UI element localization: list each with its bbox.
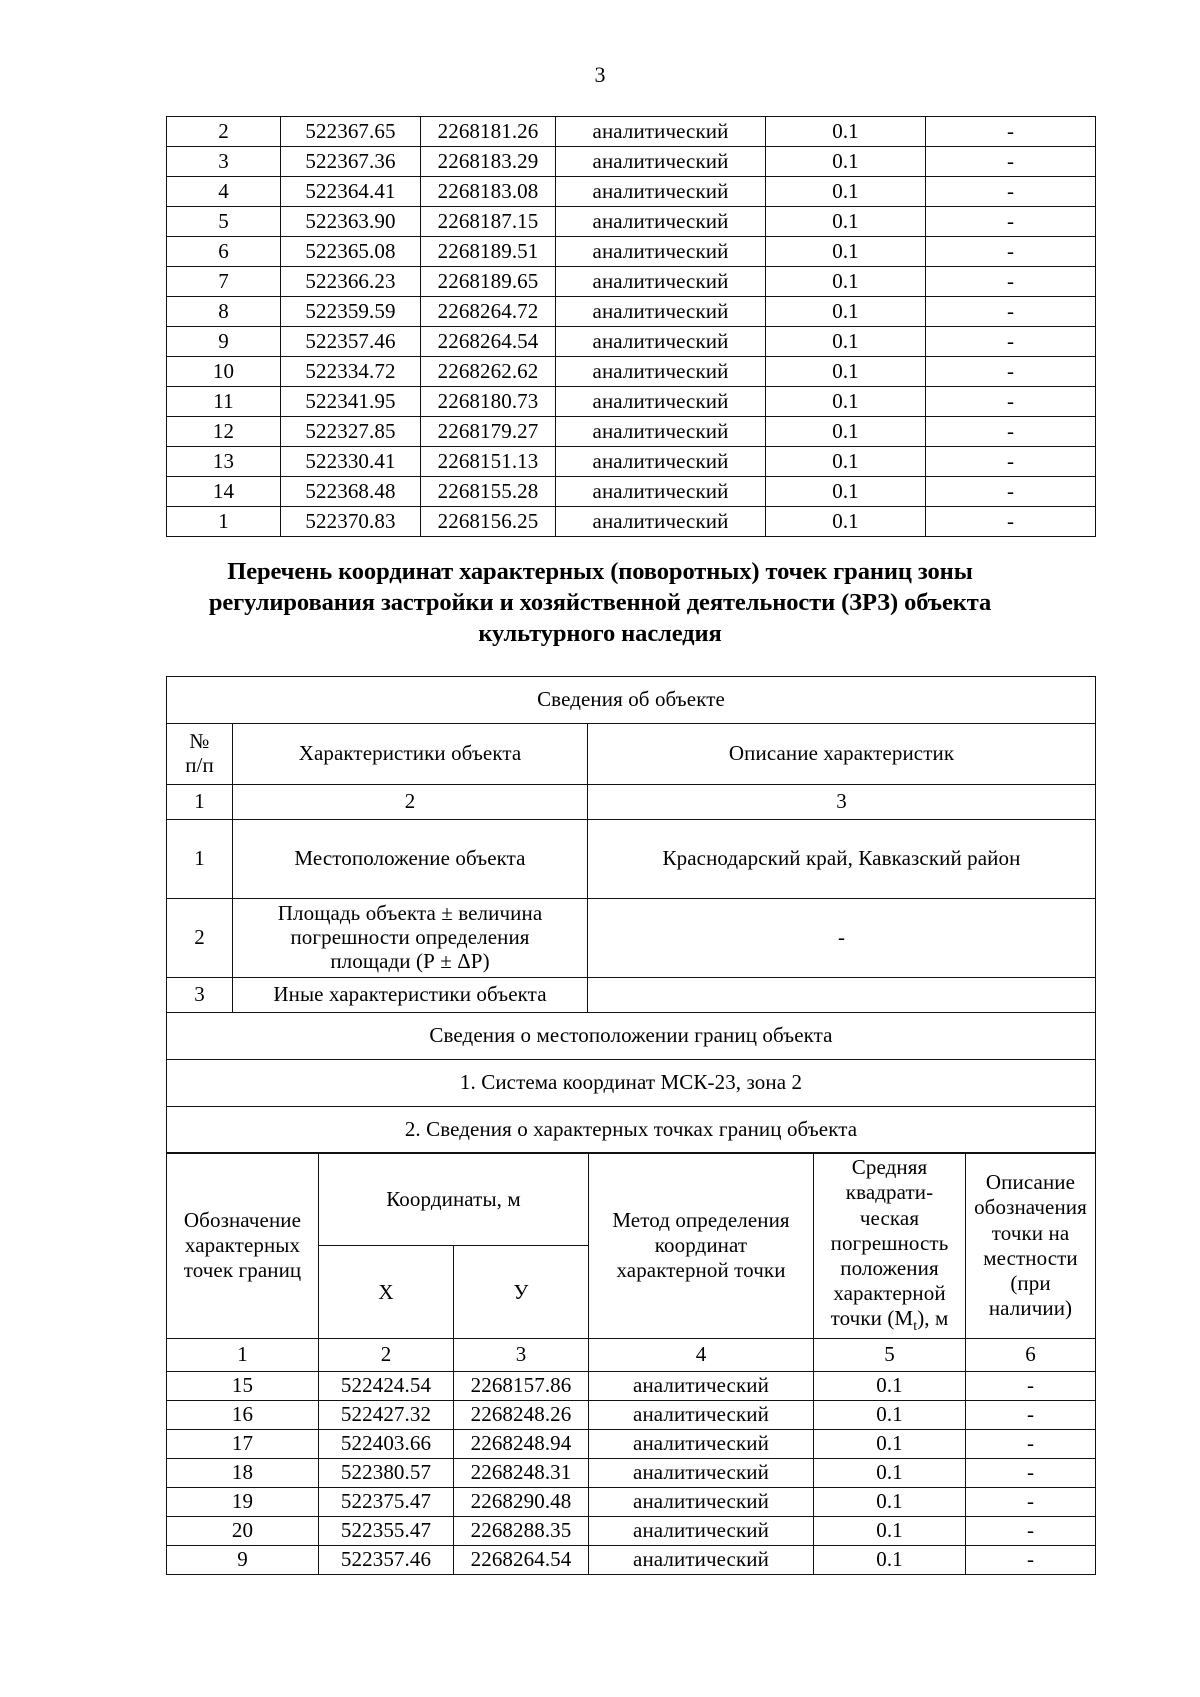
cell-point: 16 <box>167 1401 319 1430</box>
row-value: Краснодарский край, Кавказский район <box>588 820 1096 899</box>
cell-x: 522363.90 <box>281 207 421 237</box>
cell-y: 2268157.86 <box>454 1372 589 1401</box>
cell-y: 2268264.54 <box>454 1545 589 1574</box>
col-index-2: 2 <box>233 785 588 820</box>
cell-point: 11 <box>167 387 281 417</box>
cell-error: 0.1 <box>766 477 926 507</box>
cell-method: аналитический <box>556 447 766 477</box>
cell-point: 14 <box>167 477 281 507</box>
cell-error: 0.1 <box>814 1488 966 1517</box>
cell-description: - <box>966 1459 1096 1488</box>
cell-error: 0.1 <box>766 447 926 477</box>
cell-description: - <box>926 207 1096 237</box>
cell-y: 2268187.15 <box>421 207 556 237</box>
error-line4: погрешность <box>830 1230 949 1255</box>
col-index-4: 4 <box>589 1339 814 1372</box>
cell-error: 0.1 <box>814 1372 966 1401</box>
cell-x: 522366.23 <box>281 267 421 297</box>
cell-method: аналитический <box>556 417 766 447</box>
cell-error: 0.1 <box>766 117 926 147</box>
cell-x: 522355.47 <box>319 1517 454 1546</box>
table-row <box>167 117 1096 147</box>
table-row <box>167 477 1096 507</box>
cell-description: - <box>926 237 1096 267</box>
cell-x: 522403.66 <box>319 1430 454 1459</box>
cell-x: 522334.72 <box>281 357 421 387</box>
cell-error: 0.1 <box>766 357 926 387</box>
section-title-coord-system: 1. Система координат МСК-23, зона 2 <box>167 1059 1096 1106</box>
section-title-borders-info: Сведения о местоположении границ объекта <box>167 1012 1096 1059</box>
table-coordinates-part1 <box>166 116 1096 537</box>
cell-y: 2268189.65 <box>421 267 556 297</box>
col-index-2: 2 <box>319 1339 454 1372</box>
header-number <box>167 724 233 785</box>
cell-description: - <box>926 177 1096 207</box>
cell-y: 2268248.26 <box>454 1401 589 1430</box>
table-row <box>167 724 1096 785</box>
cell-description: - <box>926 327 1096 357</box>
error-line7 <box>830 1306 949 1335</box>
cell-y: 2268183.29 <box>421 147 556 177</box>
cell-error: 0.1 <box>766 147 926 177</box>
table-row <box>167 1517 1096 1546</box>
table-row <box>167 417 1096 447</box>
cell-description: - <box>926 297 1096 327</box>
table-header-row <box>167 1153 1096 1246</box>
cell-method: аналитический <box>556 297 766 327</box>
cell-point: 7 <box>167 267 281 297</box>
cell-description: - <box>966 1545 1096 1574</box>
characteristic-line1: Площадь объекта ± величина <box>277 901 543 925</box>
error-line5: положения <box>840 1255 939 1280</box>
cell-method: аналитический <box>589 1430 814 1459</box>
cell-description: - <box>966 1401 1096 1430</box>
cell-description: - <box>926 507 1096 537</box>
header-number-line1: № <box>189 729 210 754</box>
header-mean-square-error <box>814 1153 966 1339</box>
header-point-description <box>966 1153 1096 1339</box>
row-characteristic <box>233 899 588 978</box>
cell-method: аналитический <box>556 237 766 267</box>
cell-x: 522365.08 <box>281 237 421 267</box>
cell-y: 2268264.54 <box>421 327 556 357</box>
cell-y: 2268290.48 <box>454 1488 589 1517</box>
header-point-designation <box>167 1153 319 1339</box>
table-row <box>167 820 1096 899</box>
table-row <box>167 977 1096 1012</box>
cell-method: аналитический <box>556 147 766 177</box>
cell-method: аналитический <box>589 1545 814 1574</box>
cell-error: 0.1 <box>766 327 926 357</box>
cell-x: 522364.41 <box>281 177 421 207</box>
desc-line4: местности <box>983 1245 1078 1270</box>
error-line7-suffix: ), м <box>917 1306 949 1331</box>
cell-description: - <box>966 1372 1096 1401</box>
table-row <box>167 1430 1096 1459</box>
cell-x: 522327.85 <box>281 417 421 447</box>
table-row <box>167 1545 1096 1574</box>
error-line6: характерной <box>833 1281 946 1306</box>
cell-method: аналитический <box>556 477 766 507</box>
cell-method: аналитический <box>556 327 766 357</box>
table-row-numbering <box>167 785 1096 820</box>
header-number-line2: п/п <box>185 753 214 777</box>
cell-x: 522357.46 <box>319 1545 454 1574</box>
cell-y: 2268189.51 <box>421 237 556 267</box>
row-num: 2 <box>167 899 233 978</box>
header-characteristics: Характеристики объекта <box>233 724 588 785</box>
heading-line-1: Перечень координат характерных (поворотных) точек границ зоны <box>227 558 973 585</box>
table-row <box>167 267 1096 297</box>
characteristic-line3: площади (Р ± ΔР) <box>330 948 490 973</box>
table-row <box>167 677 1096 724</box>
cell-error: 0.1 <box>814 1545 966 1574</box>
cell-description: - <box>926 387 1096 417</box>
table-row <box>167 899 1096 978</box>
heading-line-3: культурного наследия <box>478 620 722 647</box>
cell-y: 2268181.26 <box>421 117 556 147</box>
cell-point: 9 <box>167 1545 319 1574</box>
cell-point: 12 <box>167 417 281 447</box>
cell-x: 522427.32 <box>319 1401 454 1430</box>
cell-point: 4 <box>167 177 281 207</box>
col-index-3: 3 <box>454 1339 589 1372</box>
cell-y: 2268155.28 <box>421 477 556 507</box>
cell-x: 522341.95 <box>281 387 421 417</box>
method-line2: координат <box>654 1233 748 1258</box>
table-object-info <box>166 676 1096 1154</box>
cell-y: 2268248.31 <box>454 1459 589 1488</box>
cell-error: 0.1 <box>814 1430 966 1459</box>
table-row <box>167 387 1096 417</box>
cell-point: 6 <box>167 237 281 267</box>
cell-point: 15 <box>167 1372 319 1401</box>
cell-y: 2268288.35 <box>454 1517 589 1546</box>
desc-line1: Описание <box>985 1170 1076 1195</box>
desc-line2: обозначения <box>974 1195 1087 1220</box>
section-title-object-info: Сведения об объекте <box>167 677 1096 724</box>
cell-y: 2268151.13 <box>421 447 556 477</box>
designation-line3: точек границ <box>183 1258 302 1283</box>
cell-y: 2268264.72 <box>421 297 556 327</box>
page-number: 3 <box>594 62 606 87</box>
cell-x: 522367.36 <box>281 147 421 177</box>
error-line2: квадрати- <box>845 1180 934 1205</box>
col-index-6: 6 <box>966 1339 1096 1372</box>
col-index-5: 5 <box>814 1339 966 1372</box>
cell-method: аналитический <box>556 387 766 417</box>
table-row <box>167 177 1096 207</box>
cell-method: аналитический <box>589 1488 814 1517</box>
cell-method: аналитический <box>556 357 766 387</box>
table-row <box>167 1059 1096 1106</box>
cell-error: 0.1 <box>814 1517 966 1546</box>
cell-x: 522375.47 <box>319 1488 454 1517</box>
col-index-1: 1 <box>167 1339 319 1372</box>
cell-y: 2268180.73 <box>421 387 556 417</box>
cell-description: - <box>966 1488 1096 1517</box>
desc-line5: (при <box>1010 1270 1051 1295</box>
designation-line2: характерных <box>184 1233 301 1258</box>
cell-method: аналитический <box>556 117 766 147</box>
cell-description: - <box>966 1430 1096 1459</box>
section-title-points-info: 2. Сведения о характерных точках границ объекта <box>167 1106 1096 1153</box>
cell-error: 0.1 <box>766 417 926 447</box>
cell-description: - <box>926 477 1096 507</box>
cell-y: 2268156.25 <box>421 507 556 537</box>
cell-x: 522380.57 <box>319 1459 454 1488</box>
cell-point: 13 <box>167 447 281 477</box>
method-line3: характерной точки <box>616 1258 786 1283</box>
cell-x: 522357.46 <box>281 327 421 357</box>
header-x: Х <box>319 1246 454 1339</box>
header-coordinates: Координаты, м <box>319 1153 589 1246</box>
row-num: 3 <box>167 977 233 1012</box>
cell-x: 522367.65 <box>281 117 421 147</box>
cell-method: аналитический <box>556 267 766 297</box>
cell-error: 0.1 <box>766 237 926 267</box>
designation-line1: Обозначение <box>183 1207 302 1232</box>
cell-method: аналитический <box>556 507 766 537</box>
cell-point: 3 <box>167 147 281 177</box>
table-row <box>167 357 1096 387</box>
error-line1: Средняя <box>851 1155 928 1180</box>
cell-point: 20 <box>167 1517 319 1546</box>
cell-method: аналитический <box>589 1372 814 1401</box>
cell-point: 10 <box>167 357 281 387</box>
desc-line6: наличии) <box>988 1296 1073 1321</box>
table-row-numbering <box>167 1339 1096 1372</box>
table-row <box>167 1401 1096 1430</box>
col-index-1: 1 <box>167 785 233 820</box>
error-line3: ческая <box>859 1205 920 1230</box>
row-characteristic: Иные характеристики объекта <box>233 977 588 1012</box>
cell-error: 0.1 <box>766 297 926 327</box>
header-y: У <box>454 1246 589 1339</box>
table-row <box>167 207 1096 237</box>
table-row <box>167 1012 1096 1059</box>
row-value: - <box>588 899 1096 978</box>
table-row <box>167 297 1096 327</box>
cell-x: 522359.59 <box>281 297 421 327</box>
row-value <box>588 977 1096 1012</box>
method-line1: Метод определения <box>612 1207 790 1232</box>
table-row <box>167 1459 1096 1488</box>
cell-x: 522424.54 <box>319 1372 454 1401</box>
cell-method: аналитический <box>589 1459 814 1488</box>
table-row <box>167 327 1096 357</box>
cell-method: аналитический <box>589 1401 814 1430</box>
cell-description: - <box>926 417 1096 447</box>
cell-error: 0.1 <box>766 207 926 237</box>
desc-line3: точки на <box>991 1220 1070 1245</box>
cell-error: 0.1 <box>766 387 926 417</box>
header-description: Описание характеристик <box>588 724 1096 785</box>
cell-point: 1 <box>167 507 281 537</box>
coordinates-table-continuation <box>166 116 1096 537</box>
cell-point: 19 <box>167 1488 319 1517</box>
cell-point: 17 <box>167 1430 319 1459</box>
cell-description: - <box>926 147 1096 177</box>
cell-y: 2268262.62 <box>421 357 556 387</box>
heading-line-2: регулирования застройки и хозяйственной деятельности (ЗРЗ) объекта <box>208 589 992 616</box>
characteristic-line2: погрешности определения <box>290 924 530 949</box>
table-coordinates-part2 <box>166 1152 1096 1575</box>
cell-method: аналитический <box>589 1517 814 1546</box>
cell-description: - <box>926 447 1096 477</box>
cell-description: - <box>926 357 1096 387</box>
row-characteristic: Местоположение объекта <box>233 820 588 899</box>
table-row <box>167 147 1096 177</box>
section-heading <box>160 556 1040 649</box>
cell-point: 18 <box>167 1459 319 1488</box>
table-row <box>167 1372 1096 1401</box>
error-line7-subscript: t <box>913 1319 918 1335</box>
cell-description: - <box>966 1517 1096 1546</box>
cell-x: 522370.83 <box>281 507 421 537</box>
cell-y: 2268183.08 <box>421 177 556 207</box>
cell-method: аналитический <box>556 177 766 207</box>
object-info-table-wrap <box>166 676 1096 1575</box>
cell-x: 522368.48 <box>281 477 421 507</box>
cell-error: 0.1 <box>814 1401 966 1430</box>
cell-point: 5 <box>167 207 281 237</box>
header-method <box>589 1153 814 1339</box>
cell-y: 2268179.27 <box>421 417 556 447</box>
cell-x: 522330.41 <box>281 447 421 477</box>
col-index-3: 3 <box>588 785 1096 820</box>
cell-point: 9 <box>167 327 281 357</box>
table-row <box>167 1106 1096 1153</box>
cell-point: 8 <box>167 297 281 327</box>
table-row <box>167 507 1096 537</box>
row-num: 1 <box>167 820 233 899</box>
table-row <box>167 1488 1096 1517</box>
cell-error: 0.1 <box>766 507 926 537</box>
cell-y: 2268248.94 <box>454 1430 589 1459</box>
cell-description: - <box>926 117 1096 147</box>
table-row <box>167 447 1096 477</box>
cell-point: 2 <box>167 117 281 147</box>
cell-error: 0.1 <box>766 177 926 207</box>
error-line7-prefix: точки (М <box>830 1306 914 1331</box>
cell-method: аналитический <box>556 207 766 237</box>
cell-error: 0.1 <box>766 267 926 297</box>
cell-error: 0.1 <box>814 1459 966 1488</box>
cell-description: - <box>926 267 1096 297</box>
table-row <box>167 237 1096 267</box>
